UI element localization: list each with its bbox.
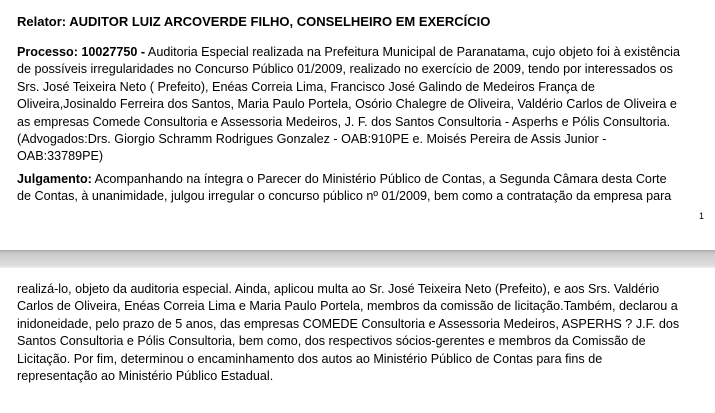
processo-line [17, 44, 702, 61]
julgamento-paragraph [17, 171, 702, 206]
continuation-line: realizá-lo, objeto da auditoria especial. Ainda, aplicou multa ao Sr. José Teixeira Neto (Prefeito), e aos Srs. Valdério [17, 282, 660, 296]
continuation-line: inidoneidade, pelo prazo de 5 anos, das empresas COMEDE Consultoria e Assessoria Medeiros, ASPERHS ? J.F. dos [17, 316, 680, 331]
processo-line: OAB:33789PE) [17, 149, 104, 164]
continuation-line: Carlos de Oliveira, Enéas Correia Lima e Maria Paulo Portela, membros da comissão de licitação.Também, declarou a [17, 299, 678, 314]
processo-paragraph [17, 44, 702, 166]
processo-line: as empresas Comede Consultoria e Assessoria Medeiros, J. F. dos Santos Consultoria - Asperhs e Pólis Consultoria. [17, 114, 671, 129]
relator-heading: Relator: AUDITOR LUIZ ARCOVERDE FILHO, CONSELHEIRO EM EXERCÍCIO [17, 14, 491, 29]
julgamento-text: Acompanhando na íntegra o Parecer do Ministério Público de Contas, a Segunda Câmara desta Corte [91, 172, 667, 186]
page-separator [0, 250, 715, 268]
processo-text: Auditoria Especial realizada na Prefeitura Municipal de Paranatama, cujo objeto foi à existência [145, 45, 680, 59]
continuation-line: Licitação. Por fim, determinou o encaminhamento dos autos ao Ministério Público de Contas para fins de [17, 351, 603, 366]
processo-line: Oliveira,Josinaldo Ferreira dos Santos, Maria Paulo Portela, Osório Chalegre de Oliveira, Valdério Carlos de Oliveira e [17, 97, 677, 112]
julgamento-label: Julgamento: [17, 172, 92, 186]
processo-line: Srs. José Teixeira Neto ( Prefeito), Enéas Correia Lima, Francisco José Galindo de Medeiros França de [17, 79, 595, 94]
processo-line: (Advogados:Drs. Giorgio Schramm Rodrigues Gonzalez - OAB:910PE e. Moisés Pereira de Assis Junior - [17, 132, 607, 147]
julgamento-line [17, 171, 702, 188]
processo-label: Processo: 10027750 - [17, 45, 146, 59]
continuation-paragraph [17, 281, 702, 385]
continuation-line: representação ao Ministério Público Estadual. [17, 369, 274, 384]
julgamento-line: de Contas, à unanimidade, julgou irregular o concurso público nº 01/2009, bem como a contratação da empresa para [17, 189, 672, 204]
processo-line: de possíveis irregularidades no Concurso Público 01/2009, realizado no exercício de 2009, tendo por interessados os [17, 62, 673, 77]
document-page-2 [0, 268, 715, 413]
continuation-line: Santos Consultoria e Pólis Consultoria, bem como, dos respectivos sócios-gerentes e membros da Comissão de [17, 334, 646, 349]
page-number: 1 [699, 211, 705, 221]
